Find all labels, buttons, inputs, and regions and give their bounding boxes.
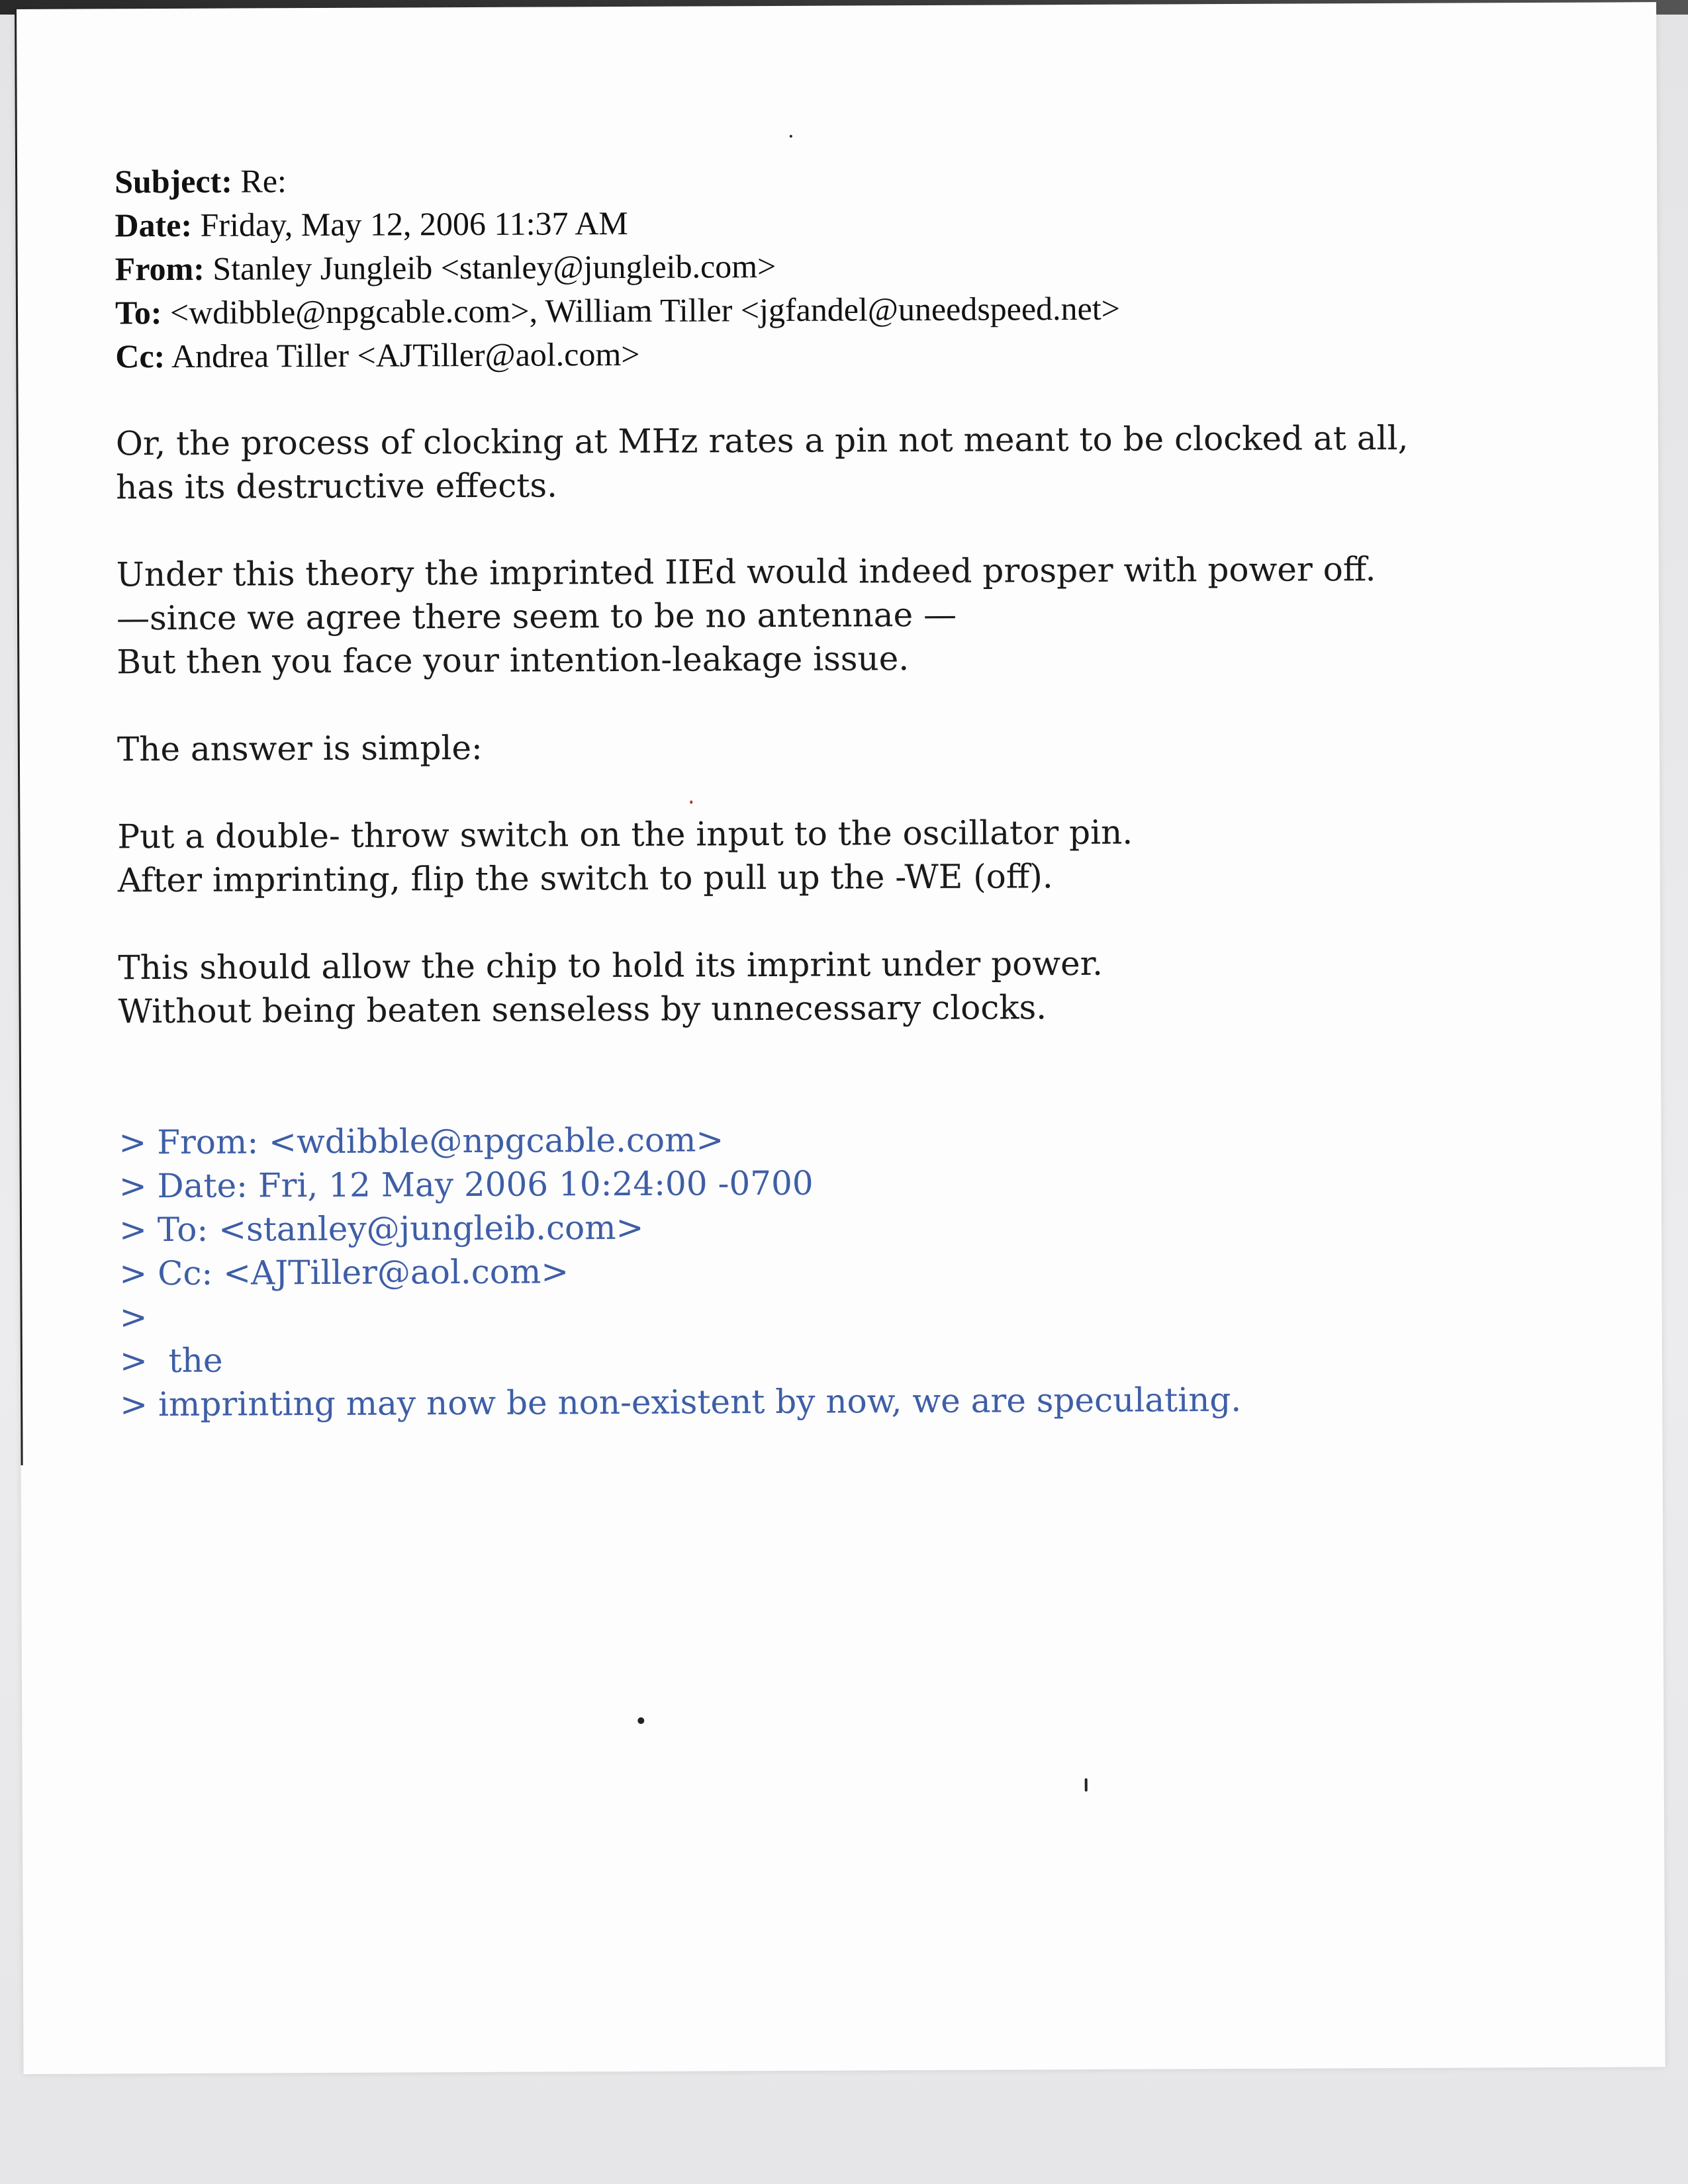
body-paragraph	[118, 939, 1615, 1033]
header-from-label: From:	[115, 250, 205, 288]
body-line: After imprinting, flip the switch to pull up the -WE (off).	[117, 857, 1053, 900]
quoted-line: >	[119, 1298, 148, 1337]
email-content	[115, 153, 1616, 1426]
header-subject	[115, 153, 1611, 203]
header-to-value: <wdibble@npgcable.com>, William Tiller <jgfandel@uneedspeed.net>	[162, 289, 1121, 332]
header-cc-label: Cc:	[115, 338, 165, 375]
email-body	[116, 415, 1615, 1033]
body-line: Without being beaten senseless by unnecessary clocks.	[118, 988, 1047, 1031]
body-line: Put a double- throw switch on the input to the oscillator pin.	[117, 813, 1133, 856]
body-paragraph	[117, 721, 1613, 771]
header-to	[115, 284, 1611, 334]
header-subject-value: Re:	[232, 162, 287, 200]
body-line: The answer is simple:	[117, 728, 483, 769]
quoted-line: > imprinting may now be non-existent by now, we are speculating.	[120, 1380, 1242, 1424]
body-line: —since we agree there seem to be no antennae —	[116, 595, 957, 638]
body-paragraph	[117, 808, 1614, 902]
body-paragraph	[117, 546, 1613, 684]
header-date-value: Friday, May 12, 2006 11:37 AM	[191, 204, 628, 244]
body-line: But then you face your intention-leakage issue.	[117, 639, 910, 682]
quoted-line: > the	[119, 1341, 223, 1381]
body-line: has its destructive effects.	[116, 466, 558, 507]
body-paragraph	[116, 415, 1613, 509]
header-date-label: Date:	[115, 206, 193, 244]
body-line: Under this theory the imprinted IIEd would indeed prosper with power off.	[116, 550, 1376, 594]
email-header	[115, 153, 1611, 378]
scan-speck	[690, 801, 692, 804]
quoted-line: > Date: Fri, 12 May 2006 10:24:00 -0700	[118, 1163, 814, 1206]
body-line: This should allow the chip to hold its imprint under power.	[118, 944, 1103, 987]
header-from-value: Stanley Jungleib <stanley@jungleib.com>	[204, 247, 776, 287]
quoted-line: > To: <stanley@jungleib.com>	[118, 1208, 644, 1250]
quoted-line: > Cc: <AJTiller@aol.com>	[119, 1252, 569, 1293]
header-to-label: To:	[115, 294, 162, 332]
header-date	[115, 197, 1611, 247]
document-page	[15, 2, 1665, 2074]
scan-speck	[1085, 1778, 1088, 1792]
body-line: Or, the process of clocking at MHz rates a pin not meant to be clocked at all,	[115, 418, 1409, 463]
header-subject-label: Subject:	[115, 162, 233, 201]
scan-speck	[790, 135, 792, 138]
quoted-line: > From: <wdibble@npgcable.com>	[118, 1120, 724, 1162]
header-cc-value: Andrea Tiller <AJTiller@aol.com>	[165, 335, 640, 375]
scan-speck	[637, 1717, 644, 1724]
header-from	[115, 240, 1611, 291]
header-cc	[115, 328, 1611, 378]
quoted-message	[118, 1114, 1616, 1426]
